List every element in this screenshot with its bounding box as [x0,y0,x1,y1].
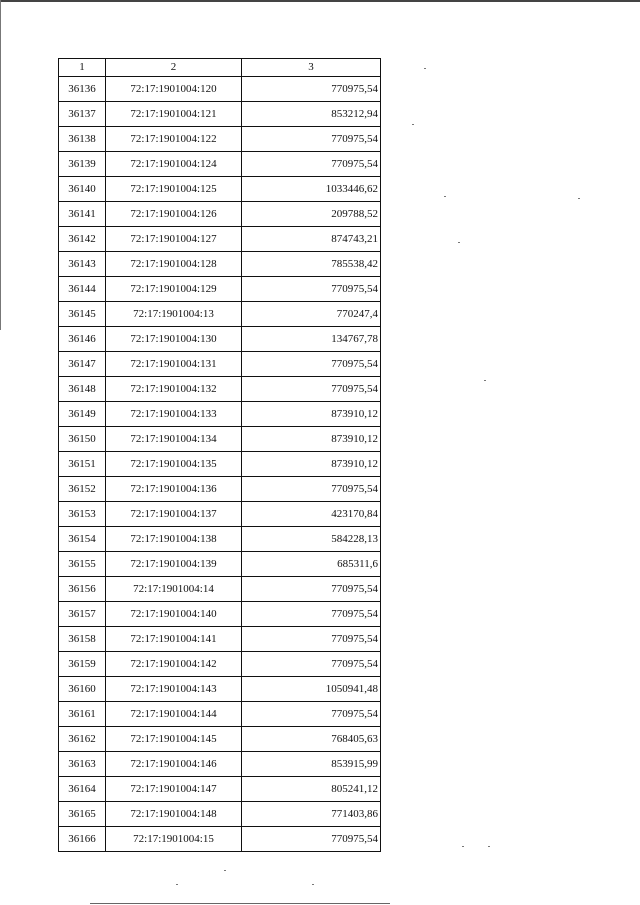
table-row [59,702,381,727]
scan-speck [578,198,580,199]
table-header [59,59,381,77]
cadastral-value-cell: 770975,54 [242,127,381,152]
cadastral-number-cell: 72:17:1901004:127 [106,227,242,252]
row-number-cell: 36165 [59,802,106,827]
cadastral-number-cell: 72:17:1901004:125 [106,177,242,202]
table-row [59,627,381,652]
cadastral-value-cell: 685311,6 [242,552,381,577]
row-number-cell: 36156 [59,577,106,602]
table-row [59,452,381,477]
row-number-cell: 36139 [59,152,106,177]
column-header-2: 2 [106,59,242,77]
cadastral-value-cell: 1033446,62 [242,177,381,202]
table-row [59,577,381,602]
scan-speck [444,196,446,197]
table-row [59,277,381,302]
cadastral-number-cell: 72:17:1901004:135 [106,452,242,477]
cadastral-number-cell: 72:17:1901004:141 [106,627,242,652]
cadastral-value-cell: 770975,54 [242,352,381,377]
table-row [59,302,381,327]
cadastral-number-cell: 72:17:1901004:136 [106,477,242,502]
cadastral-value-table [58,58,381,852]
table-row [59,502,381,527]
cadastral-value-cell: 423170,84 [242,502,381,527]
row-number-cell: 36155 [59,552,106,577]
cadastral-value-cell: 584228,13 [242,527,381,552]
cadastral-number-cell: 72:17:1901004:124 [106,152,242,177]
cadastral-number-cell: 72:17:1901004:144 [106,702,242,727]
cadastral-number-cell: 72:17:1901004:134 [106,427,242,452]
row-number-cell: 36149 [59,402,106,427]
table-row [59,352,381,377]
row-number-cell: 36142 [59,227,106,252]
table-row [59,827,381,852]
row-number-cell: 36163 [59,752,106,777]
table-row [59,102,381,127]
table-row [59,727,381,752]
cadastral-number-cell: 72:17:1901004:121 [106,102,242,127]
scan-speck [312,884,314,885]
table-row [59,802,381,827]
scan-speck [224,870,226,871]
cadastral-value-cell: 770975,54 [242,152,381,177]
row-number-cell: 36141 [59,202,106,227]
table-row [59,477,381,502]
cadastral-number-cell: 72:17:1901004:132 [106,377,242,402]
scan-speck [424,68,426,69]
row-number-cell: 36152 [59,477,106,502]
row-number-cell: 36159 [59,652,106,677]
row-number-cell: 36151 [59,452,106,477]
table-row [59,752,381,777]
row-number-cell: 36137 [59,102,106,127]
header-row [59,59,381,77]
cadastral-value-cell: 768405,63 [242,727,381,752]
row-number-cell: 36162 [59,727,106,752]
table-row [59,402,381,427]
cadastral-value-cell: 771403,86 [242,802,381,827]
table-row [59,327,381,352]
column-header-1: 1 [59,59,106,77]
cadastral-number-cell: 72:17:1901004:148 [106,802,242,827]
cadastral-value-cell: 874743,21 [242,227,381,252]
cadastral-number-cell: 72:17:1901004:138 [106,527,242,552]
table-row [59,602,381,627]
table-row [59,427,381,452]
row-number-cell: 36164 [59,777,106,802]
cadastral-value-cell: 770247,4 [242,302,381,327]
table-row [59,777,381,802]
row-number-cell: 36146 [59,327,106,352]
cadastral-number-cell: 72:17:1901004:139 [106,552,242,577]
cadastral-number-cell: 72:17:1901004:14 [106,577,242,602]
row-number-cell: 36166 [59,827,106,852]
table-row [59,527,381,552]
cadastral-value-cell: 1050941,48 [242,677,381,702]
table-row [59,127,381,152]
cadastral-number-cell: 72:17:1901004:143 [106,677,242,702]
table-row [59,677,381,702]
cadastral-value-cell: 770975,54 [242,277,381,302]
scan-speck [458,242,460,243]
cadastral-value-cell: 805241,12 [242,777,381,802]
table-row [59,177,381,202]
cadastral-number-cell: 72:17:1901004:120 [106,77,242,102]
row-number-cell: 36157 [59,602,106,627]
cadastral-number-cell: 72:17:1901004:145 [106,727,242,752]
cadastral-number-cell: 72:17:1901004:129 [106,277,242,302]
table-row [59,202,381,227]
row-number-cell: 36161 [59,702,106,727]
cadastral-value-cell: 853212,94 [242,102,381,127]
column-header-3: 3 [242,59,381,77]
table-row [59,252,381,277]
cadastral-value-cell: 770975,54 [242,477,381,502]
cadastral-value-cell: 873910,12 [242,427,381,452]
cadastral-number-cell: 72:17:1901004:130 [106,327,242,352]
scan-bottom-edge [90,903,390,904]
table-row [59,652,381,677]
cadastral-number-cell: 72:17:1901004:147 [106,777,242,802]
table-row [59,152,381,177]
cadastral-value-cell: 770975,54 [242,652,381,677]
cadastral-number-cell: 72:17:1901004:131 [106,352,242,377]
cadastral-value-cell: 770975,54 [242,627,381,652]
row-number-cell: 36150 [59,427,106,452]
row-number-cell: 36153 [59,502,106,527]
row-number-cell: 36144 [59,277,106,302]
table-body [59,77,381,852]
row-number-cell: 36160 [59,677,106,702]
table-row [59,377,381,402]
cadastral-value-cell: 770975,54 [242,377,381,402]
row-number-cell: 36145 [59,302,106,327]
row-number-cell: 36140 [59,177,106,202]
cadastral-value-cell: 873910,12 [242,452,381,477]
cadastral-value-cell: 770975,54 [242,702,381,727]
cadastral-value-cell: 785538,42 [242,252,381,277]
cadastral-value-cell: 873910,12 [242,402,381,427]
table-row [59,77,381,102]
table-row [59,552,381,577]
row-number-cell: 36136 [59,77,106,102]
row-number-cell: 36154 [59,527,106,552]
cadastral-value-cell: 770975,54 [242,577,381,602]
cadastral-value-cell: 209788,52 [242,202,381,227]
scan-top-edge [0,0,640,2]
cadastral-number-cell: 72:17:1901004:128 [106,252,242,277]
row-number-cell: 36148 [59,377,106,402]
cadastral-value-cell: 134767,78 [242,327,381,352]
scan-speck [488,846,490,847]
scan-speck [176,884,178,885]
row-number-cell: 36147 [59,352,106,377]
cadastral-number-cell: 72:17:1901004:140 [106,602,242,627]
table-row [59,227,381,252]
cadastral-number-cell: 72:17:1901004:137 [106,502,242,527]
cadastral-number-cell: 72:17:1901004:133 [106,402,242,427]
scan-speck [412,124,414,125]
scan-speck [484,380,486,381]
cadastral-number-cell: 72:17:1901004:146 [106,752,242,777]
cadastral-value-cell: 770975,54 [242,827,381,852]
row-number-cell: 36158 [59,627,106,652]
scan-speck [462,846,464,847]
cadastral-value-cell: 853915,99 [242,752,381,777]
cadastral-number-cell: 72:17:1901004:142 [106,652,242,677]
cadastral-value-cell: 770975,54 [242,77,381,102]
cadastral-number-cell: 72:17:1901004:126 [106,202,242,227]
cadastral-value-cell: 770975,54 [242,602,381,627]
cadastral-number-cell: 72:17:1901004:122 [106,127,242,152]
row-number-cell: 36138 [59,127,106,152]
cadastral-number-cell: 72:17:1901004:13 [106,302,242,327]
cadastral-number-cell: 72:17:1901004:15 [106,827,242,852]
scan-left-edge [0,0,1,330]
row-number-cell: 36143 [59,252,106,277]
